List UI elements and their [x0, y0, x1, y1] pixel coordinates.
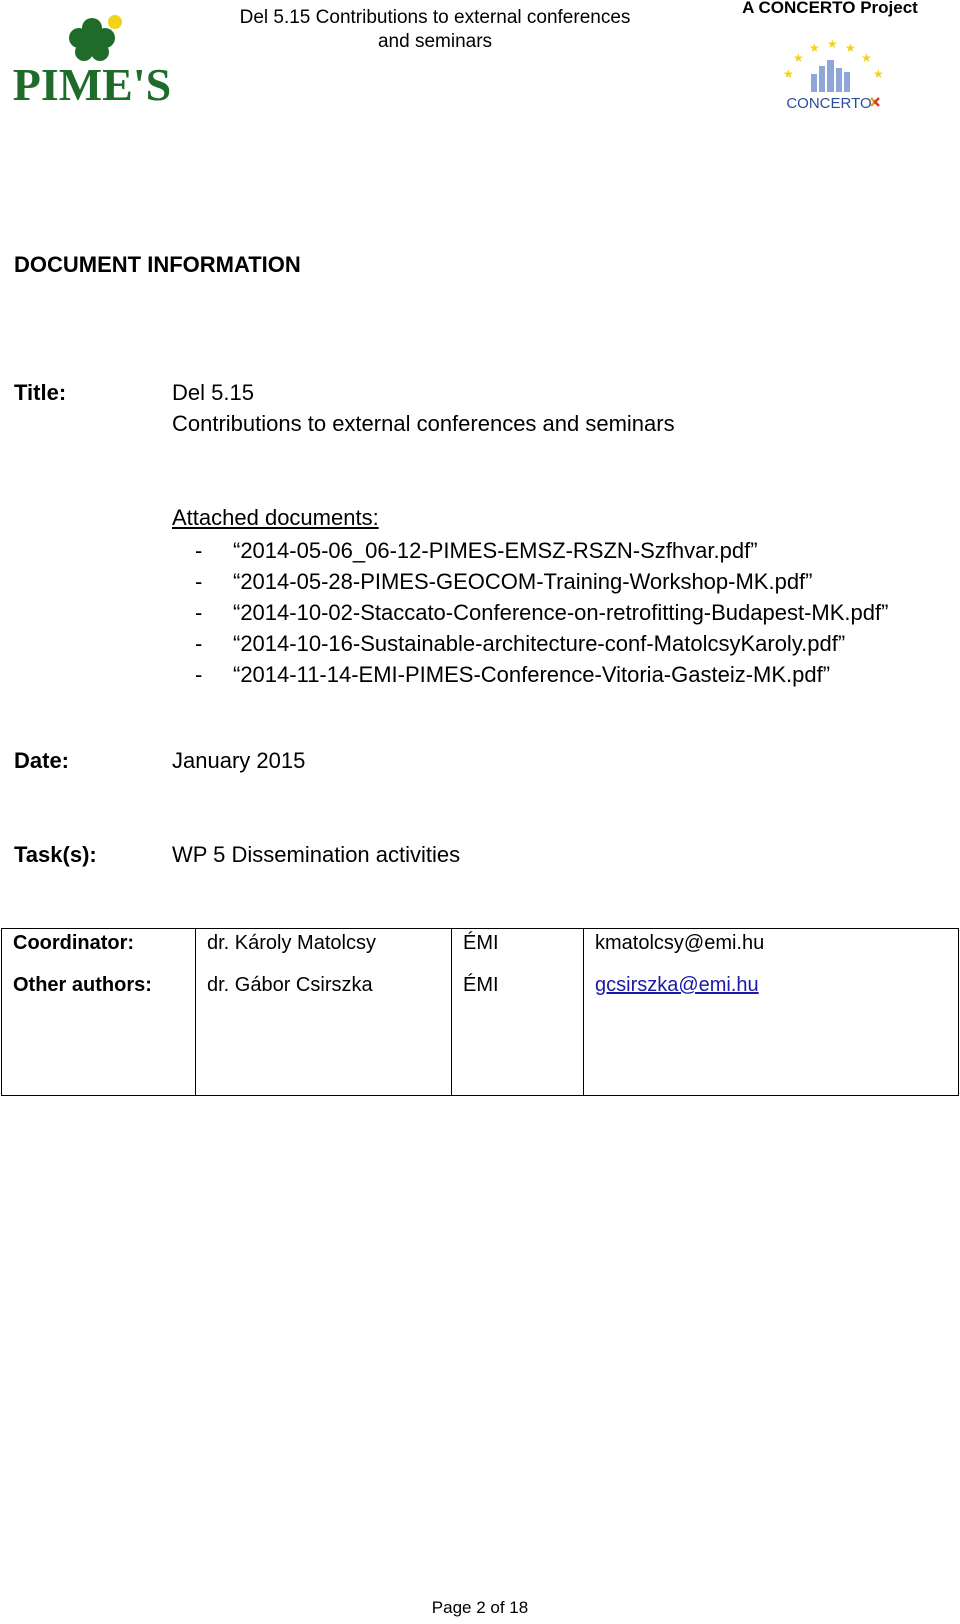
list-bullet: - — [195, 538, 203, 563]
header-title-line2: and seminars — [377, 31, 493, 52]
tasks-label: Task(s): — [14, 842, 97, 867]
other-authors-role: Other authors: — [13, 974, 152, 996]
title-value-line2: Contributions to external conferences and seminars — [172, 411, 675, 436]
svg-text:★: ★ — [809, 41, 820, 55]
header-document-title — [200, 6, 670, 54]
list-item — [195, 628, 888, 659]
list-bullet: - — [195, 631, 203, 656]
svg-text:★: ★ — [827, 40, 838, 51]
project-label: A CONCERTO Project — [742, 0, 918, 17]
list-bullet: - — [195, 600, 203, 625]
date-value: January 2015 — [172, 748, 306, 773]
list-item — [195, 535, 888, 566]
svg-text:★: ★ — [793, 51, 804, 65]
date-label: Date: — [14, 748, 70, 773]
svg-text:★: ★ — [845, 41, 856, 55]
attached-documents-heading: Attached documents: — [172, 505, 379, 530]
list-item — [195, 659, 888, 690]
header-title-line1: Del 5.15 Contributions to external conferences — [239, 7, 631, 28]
page-number: Page 2 of 18 — [431, 1598, 529, 1617]
other-author-organization: ÉMI — [463, 974, 499, 996]
pimes-logo — [12, 8, 172, 108]
table-divider — [195, 929, 196, 1095]
list-bullet: - — [195, 662, 203, 687]
attached-document-name: “2014-05-06_06-12-PIMES-EMSZ-RSZN-Szfhvar.pdf” — [233, 538, 758, 563]
coordinator-organization: ÉMI — [463, 932, 499, 954]
attached-document-name: “2014-05-28-PIMES-GEOCOM-Training-Workshop-MK.pdf” — [233, 569, 813, 594]
attached-document-name: “2014-11-14-EMI-PIMES-Conference-Vitoria-Gasteiz-MK.pdf” — [233, 662, 831, 687]
concerto-logo — [775, 40, 895, 115]
svg-text:★: ★ — [783, 67, 794, 81]
list-item — [195, 597, 888, 628]
authors-table — [1, 928, 959, 1096]
coordinator-email: kmatolcsy@emi.hu — [595, 932, 765, 954]
svg-text:★: ★ — [861, 51, 872, 65]
list-item — [195, 566, 888, 597]
svg-text:PIME'S: PIME'S — [12, 59, 172, 108]
title-value-line1: Del 5.15 — [172, 380, 254, 405]
tasks-value: WP 5 Dissemination activities — [172, 842, 461, 867]
table-divider — [583, 929, 584, 1095]
attached-document-name: “2014-10-16-Sustainable-architecture-conf-MatolcsyKaroly.pdf” — [233, 631, 846, 656]
svg-text:★: ★ — [873, 67, 884, 81]
attached-documents-list — [195, 535, 888, 690]
other-author-name: dr. Gábor Csirszka — [207, 974, 373, 996]
other-author-email-link[interactable]: gcsirszka@emi.hu — [595, 974, 759, 996]
coordinator-role: Coordinator: — [13, 932, 135, 954]
document-information-heading: DOCUMENT INFORMATION — [14, 252, 301, 277]
title-label: Title: — [14, 380, 67, 405]
table-divider — [451, 929, 452, 1095]
list-bullet: - — [195, 569, 203, 594]
coordinator-name: dr. Károly Matolcsy — [207, 932, 376, 954]
svg-text:CONCERTO: CONCERTO — [786, 95, 872, 112]
attached-document-name: “2014-10-02-Staccato-Conference-on-retrofitting-Budapest-MK.pdf” — [233, 600, 889, 625]
